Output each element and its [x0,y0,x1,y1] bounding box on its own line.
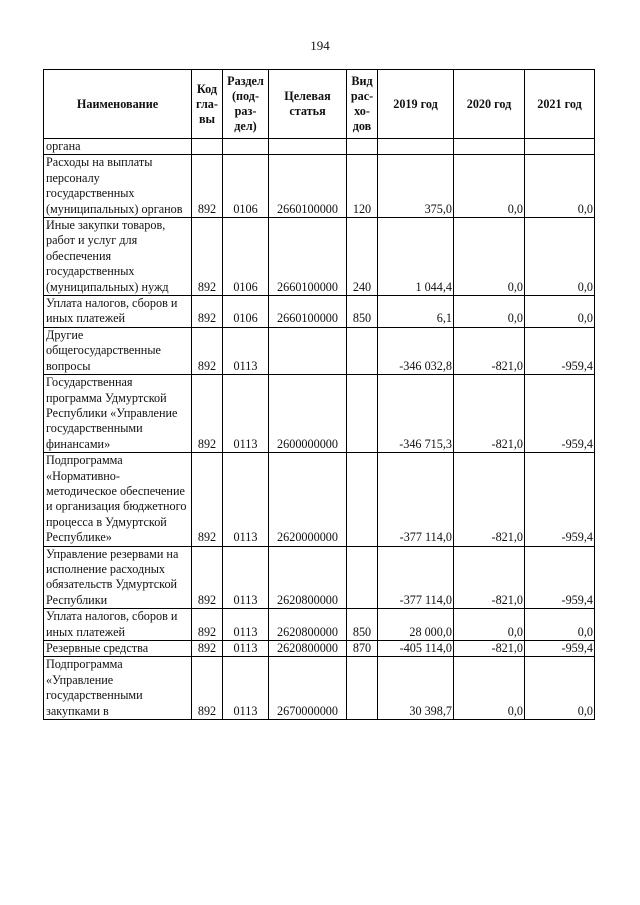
cell-name: Расходы на выплаты персоналу государственных (муниципальных) органов [44,155,192,218]
cell-target [269,327,347,374]
cell-kind: 850 [347,609,378,641]
table-row [44,657,595,720]
cell-kind: 850 [347,296,378,328]
cell-kind [347,546,378,609]
cell-2020: 0,0 [454,609,525,641]
page-number: 194 [310,38,330,53]
cell-code: 892 [192,218,223,296]
cell-section: 0106 [223,218,269,296]
cell-section: 0113 [223,546,269,609]
cell-2020: 0,0 [454,657,525,720]
cell-name: Уплата налогов, сборов и иных платежей [44,609,192,641]
cell-code: 892 [192,609,223,641]
cell-2019: 28 000,0 [378,609,454,641]
cell-2020: 0,0 [454,218,525,296]
cell-2021 [525,139,595,155]
cell-2021: -959,4 [525,375,595,453]
cell-kind: 870 [347,641,378,657]
cell-2021: 0,0 [525,296,595,328]
cell-name: Резервные средства [44,641,192,657]
cell-2021: 0,0 [525,609,595,641]
cell-code: 892 [192,327,223,374]
cell-section [223,139,269,155]
cell-section: 0113 [223,453,269,546]
cell-target: 2620000000 [269,453,347,546]
table-row [44,139,595,155]
cell-code: 892 [192,296,223,328]
cell-2021: 0,0 [525,155,595,218]
cell-2021: -959,4 [525,546,595,609]
header-target: Целевая статья [269,70,347,139]
cell-code: 892 [192,375,223,453]
cell-code: 892 [192,657,223,720]
cell-name: Государственная программа Удмуртской Республики «Управление государственными финансами» [44,375,192,453]
cell-2020: -821,0 [454,327,525,374]
cell-section: 0106 [223,296,269,328]
header-code: Код гла- вы [192,70,223,139]
cell-target: 2660100000 [269,218,347,296]
cell-section: 0113 [223,657,269,720]
table-row [44,155,595,218]
header-section: Раздел (под- раз- дел) [223,70,269,139]
table-row [44,327,595,374]
cell-2019 [378,139,454,155]
cell-section: 0106 [223,155,269,218]
cell-kind [347,327,378,374]
cell-2020: 0,0 [454,296,525,328]
budget-table [43,69,595,720]
cell-2019: -377 114,0 [378,453,454,546]
cell-2020: -821,0 [454,375,525,453]
cell-code: 892 [192,546,223,609]
cell-kind [347,139,378,155]
header-kind: Вид рас- хо- дов [347,70,378,139]
cell-2021: -959,4 [525,453,595,546]
header-2021: 2021 год [525,70,595,139]
cell-code: 892 [192,453,223,546]
cell-2021: 0,0 [525,218,595,296]
cell-section: 0113 [223,327,269,374]
cell-section: 0113 [223,641,269,657]
header-name: Наименование [44,70,192,139]
table-body [44,139,595,720]
cell-target: 2620800000 [269,546,347,609]
cell-2019: -405 114,0 [378,641,454,657]
cell-2019: -346 032,8 [378,327,454,374]
cell-2021: -959,4 [525,641,595,657]
cell-name: органа [44,139,192,155]
cell-kind [347,657,378,720]
cell-section: 0113 [223,375,269,453]
cell-2019: 1 044,4 [378,218,454,296]
cell-name: Иные закупки товаров, работ и услуг для обеспечения государственных (муниципальных) нужд [44,218,192,296]
cell-2020: -821,0 [454,641,525,657]
cell-name: Подпрограмма «Нормативно-методическое обеспечение и организация бюджетного процесса в Удмуртской Республике» [44,453,192,546]
cell-target: 2660100000 [269,296,347,328]
cell-code: 892 [192,155,223,218]
cell-code [192,139,223,155]
table-row [44,453,595,546]
cell-name: Уплата налогов, сборов и иных платежей [44,296,192,328]
table-row [44,218,595,296]
cell-2019: -377 114,0 [378,546,454,609]
table-row [44,296,595,328]
cell-target: 2660100000 [269,155,347,218]
cell-target [269,139,347,155]
cell-2020: 0,0 [454,155,525,218]
cell-code: 892 [192,641,223,657]
cell-2019: 30 398,7 [378,657,454,720]
cell-section: 0113 [223,609,269,641]
table-row [44,641,595,657]
cell-name: Подпрограмма «Управление государственными закупками в [44,657,192,720]
cell-kind [347,453,378,546]
cell-2019: 375,0 [378,155,454,218]
cell-2021: -959,4 [525,327,595,374]
table-row [44,609,595,641]
cell-name: Другие общегосударственные вопросы [44,327,192,374]
cell-2019: -346 715,3 [378,375,454,453]
cell-kind: 240 [347,218,378,296]
cell-2020: -821,0 [454,453,525,546]
cell-target: 2670000000 [269,657,347,720]
cell-2020: -821,0 [454,546,525,609]
cell-kind [347,375,378,453]
header-row [44,70,595,139]
table-row [44,546,595,609]
cell-2020 [454,139,525,155]
header-2020: 2020 год [454,70,525,139]
cell-target: 2600000000 [269,375,347,453]
cell-target: 2620800000 [269,641,347,657]
cell-kind: 120 [347,155,378,218]
cell-target: 2620800000 [269,609,347,641]
cell-name: Управление резервами на исполнение расходных обязательств Удмуртской Республики [44,546,192,609]
table-row [44,375,595,453]
cell-2019: 6,1 [378,296,454,328]
header-2019: 2019 год [378,70,454,139]
cell-2021: 0,0 [525,657,595,720]
